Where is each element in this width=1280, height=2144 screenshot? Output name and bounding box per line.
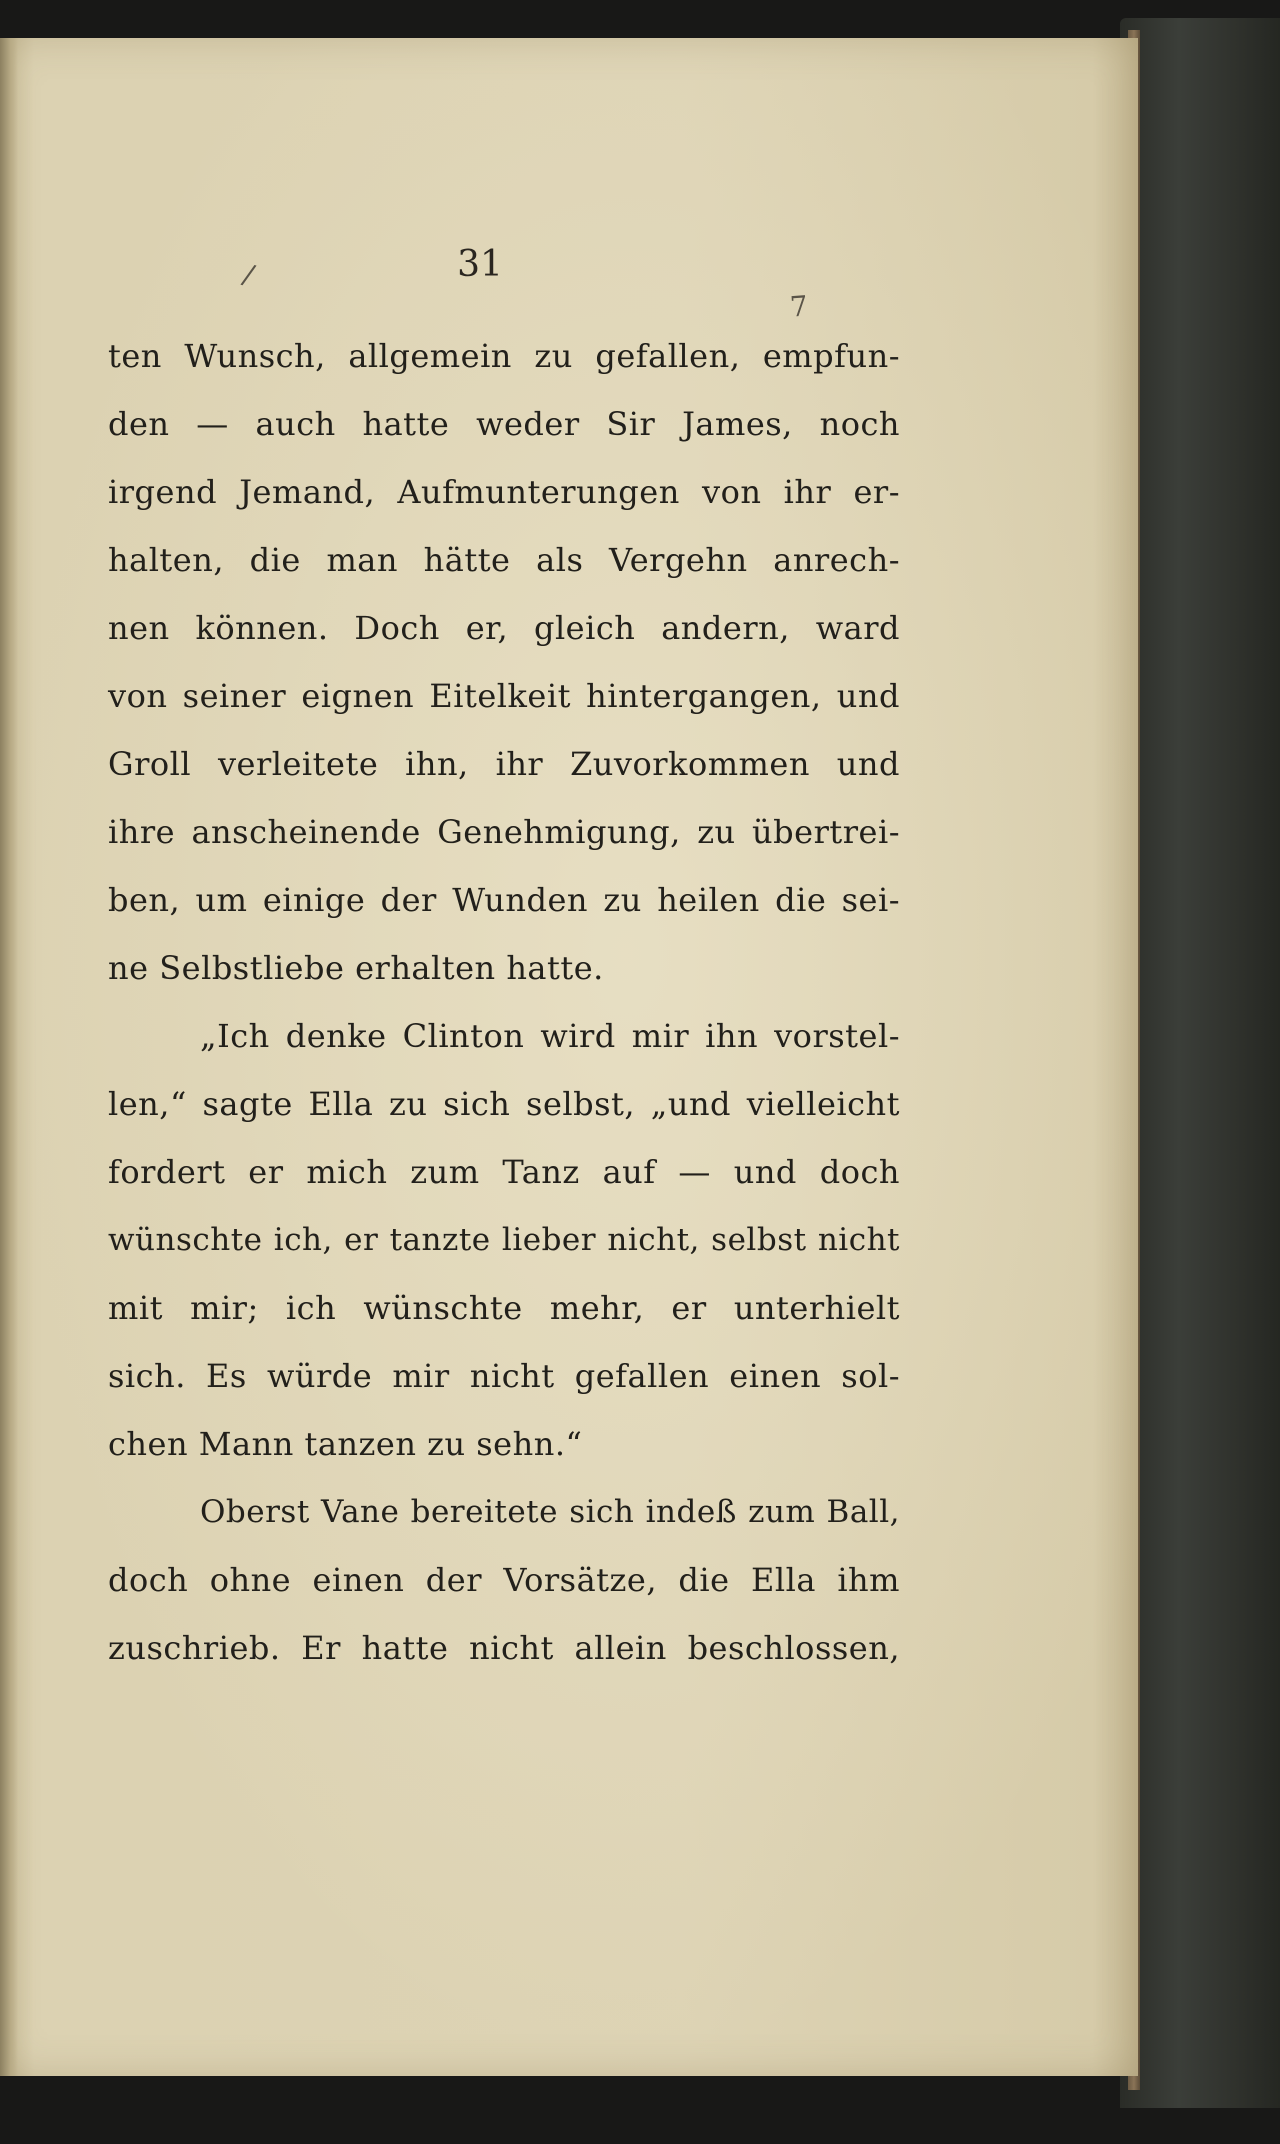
text-line: doch ohne einen der Vorsätze, die Ella ihm: [108, 1561, 900, 1599]
text-line: mit mir; ich wünschte mehr, er unterhielt: [108, 1289, 900, 1327]
text-line: Oberst Vane bereitete sich indeß zum Ball,: [200, 1494, 900, 1530]
text-line: „Ich denke Clinton wird mir ihn vorstel-: [200, 1017, 900, 1055]
text-line: sich. Es würde mir nicht gefallen einen sol-: [108, 1357, 900, 1395]
page-gutter: [0, 38, 18, 2076]
text-line: ten Wunsch, allgemein zu gefallen, empfun-: [108, 337, 900, 375]
pencil-mark: 7: [788, 289, 809, 324]
text-line: ihre anscheinende Genehmigung, zu übertrei-: [108, 813, 900, 851]
text-line: irgend Jemand, Aufmunterungen von ihr er-: [108, 473, 900, 511]
text-line: ben, um einige der Wunden zu heilen die sei-: [108, 881, 900, 919]
text-line: len,“ sagte Ella zu sich selbst, „und vielleicht: [108, 1085, 900, 1123]
text-line: nen können. Doch er, gleich andern, ward: [108, 609, 900, 647]
text-line: ne Selbstliebe erhalten hatte.: [108, 949, 604, 987]
text-line: fordert er mich zum Tanz auf — und doch: [108, 1153, 900, 1191]
text-block: [108, 322, 900, 1682]
pencil-mark: /: [239, 257, 259, 292]
text-line: Groll verleitete ihn, ihr Zuvorkommen und: [108, 745, 900, 783]
text-line: zuschrieb. Er hatte nicht allein beschlossen,: [108, 1629, 900, 1667]
text-line: chen Mann tanzen zu sehn.“: [108, 1425, 583, 1463]
book-cover-board: [1120, 18, 1280, 2108]
page-number: 31: [457, 244, 503, 285]
text-line: von seiner eignen Eitelkeit hintergangen, und: [108, 677, 900, 715]
text-line: den — auch hatte weder Sir James, noch: [108, 405, 900, 443]
text-line: wünschte ich, er tanzte lieber nicht, selbst nicht: [108, 1222, 900, 1258]
text-line: halten, die man hätte als Vergehn anrech-: [108, 541, 900, 579]
